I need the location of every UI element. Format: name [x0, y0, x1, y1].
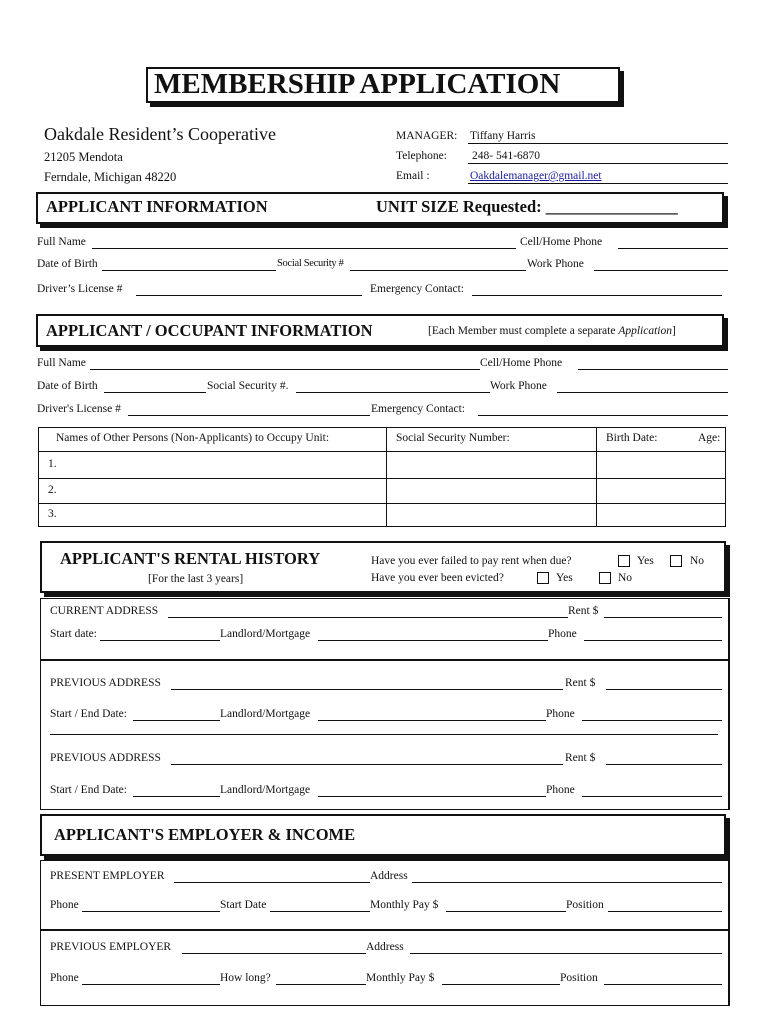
rental-heading: APPLICANT'S RENTAL HISTORY [60, 549, 321, 568]
previous-employer-label: PREVIOUS EMPLOYER [50, 941, 172, 953]
evicted-yes-checkbox[interactable] [537, 572, 549, 584]
work-phone-label: Work Phone [527, 258, 584, 270]
present-address-label: Address [370, 870, 408, 882]
email-link[interactable]: Oakdalemanager@gmail.net [470, 170, 602, 182]
occupant-note-prefix: [Each Member must complete a separate [428, 325, 619, 337]
occ-work-phone-label: Work Phone [490, 380, 547, 392]
current-landlord-field[interactable] [318, 640, 548, 641]
present-phone-label: Phone [50, 899, 79, 911]
ssn-label: Social Security # [277, 258, 344, 269]
occ-emergency-label: Emergency Contact: [371, 403, 465, 415]
previous-rent-field-1[interactable] [606, 689, 722, 690]
occ-cell-phone-label: Cell/Home Phone [480, 357, 563, 369]
current-phone-field[interactable] [584, 640, 722, 641]
previous-emp-phone-label: Phone [50, 972, 79, 984]
q-failed-rent: Have you ever failed to pay rent when due? [371, 555, 572, 567]
table-col-divider-1 [386, 427, 387, 527]
evicted-no-label: No [618, 572, 633, 584]
present-pay-label: Monthly Pay $ [370, 899, 439, 911]
previous-rent-label-1: Rent $ [565, 677, 596, 689]
occ-ssn-field[interactable] [296, 392, 490, 393]
previous-separator-line [50, 734, 718, 735]
manager-label: MANAGER: [396, 130, 458, 142]
occupant-note [428, 325, 676, 337]
org-name: Oakdale Resident’s Cooperative [44, 124, 276, 144]
previous-landlord-field-1[interactable] [318, 720, 546, 721]
dob-label: Date of Birth [37, 258, 98, 270]
previous-address-label-2: PREVIOUS ADDRESS [50, 752, 161, 764]
occ-license-field[interactable] [128, 415, 370, 416]
previous-address-field-2[interactable] [171, 764, 563, 765]
previous-emp-address-label: Address [366, 941, 404, 953]
table-header-birth: Birth Date: [606, 432, 658, 444]
full-name-field[interactable] [92, 248, 516, 249]
emergency-label: Emergency Contact: [370, 283, 464, 295]
license-field[interactable] [136, 295, 362, 296]
evicted-no-checkbox[interactable] [599, 572, 611, 584]
table-header-names: Names of Other Persons (Non-Applicants) to Occupy Unit: [56, 432, 330, 444]
previous-dates-field-1[interactable] [133, 720, 220, 721]
full-name-label: Full Name [37, 236, 86, 248]
q-evicted: Have you ever been evicted? [371, 572, 504, 584]
failed-rent-yes-checkbox[interactable] [618, 555, 630, 567]
org-city: Ferndale, Michigan 48220 [44, 170, 177, 184]
previous-dates-field-2[interactable] [133, 796, 220, 797]
current-address-label: CURRENT ADDRESS [50, 605, 159, 617]
present-pay-field[interactable] [446, 911, 566, 912]
occupant-note-suffix: ] [671, 325, 676, 337]
present-start-label: Start Date [220, 899, 267, 911]
occ-work-phone-field[interactable] [557, 392, 728, 393]
email-line [468, 183, 728, 184]
previous-phone-field-1[interactable] [582, 720, 722, 721]
previous-phone-label-1: Phone [546, 708, 575, 720]
occupant-heading: APPLICANT / OCCUPANT INFORMATION [46, 321, 373, 340]
telephone-line [468, 163, 728, 164]
table-header-age: Age: [698, 432, 721, 444]
occ-full-name-label: Full Name [37, 357, 86, 369]
previous-rent-field-2[interactable] [606, 764, 722, 765]
previous-emp-phone-field[interactable] [82, 984, 220, 985]
occ-ssn-label: Social Security #. [207, 380, 289, 392]
manager-value: Tiffany Harris [470, 130, 536, 142]
present-start-field[interactable] [270, 911, 370, 912]
previous-dates-label-2: Start / End Date: [50, 784, 127, 796]
failed-rent-yes-label: Yes [637, 555, 654, 567]
previous-phone-field-2[interactable] [582, 796, 722, 797]
org-street: 21205 Mendota [44, 150, 123, 164]
table-row-divider-2 [38, 503, 726, 504]
present-address-field[interactable] [412, 882, 722, 883]
previous-address-label-1: PREVIOUS ADDRESS [50, 677, 161, 689]
cell-phone-field[interactable] [618, 248, 728, 249]
emergency-field[interactable] [472, 295, 722, 296]
occ-dob-label: Date of Birth [37, 380, 98, 392]
dob-field[interactable] [102, 270, 276, 271]
present-phone-field[interactable] [82, 911, 220, 912]
current-rent-label: Rent $ [568, 605, 599, 617]
cell-phone-label: Cell/Home Phone [520, 236, 603, 248]
previous-emp-pay-label: Monthly Pay $ [366, 972, 435, 984]
occ-emergency-field[interactable] [478, 415, 728, 416]
previous-address-field-1[interactable] [171, 689, 563, 690]
page-title: MEMBERSHIP APPLICATION [154, 68, 561, 100]
previous-emp-pay-field[interactable] [442, 984, 560, 985]
previous-landlord-field-2[interactable] [318, 796, 546, 797]
ssn-field[interactable] [350, 270, 526, 271]
employer-heading: APPLICANT'S EMPLOYER & INCOME [54, 825, 356, 844]
previous-landlord-label-2: Landlord/Mortgage [220, 784, 311, 796]
table-header-divider [38, 451, 726, 452]
previous-rent-label-2: Rent $ [565, 752, 596, 764]
telephone-value: 248- 541-6870 [472, 150, 541, 162]
present-position-field[interactable] [608, 911, 722, 912]
occ-license-label: Driver's License # [37, 403, 121, 415]
table-col-divider-2 [596, 427, 597, 527]
previous-phone-label-2: Phone [546, 784, 575, 796]
current-landlord-label: Landlord/Mortgage [220, 628, 311, 640]
previous-emp-position-field[interactable] [604, 984, 722, 985]
previous-howlong-field[interactable] [276, 984, 366, 985]
table-row-1[interactable]: 1. [48, 458, 57, 470]
table-header-ssn: Social Security Number: [396, 432, 510, 444]
email-label: Email : [396, 170, 430, 182]
previous-emp-address-field[interactable] [410, 953, 722, 954]
current-start-field[interactable] [100, 640, 220, 641]
work-phone-field[interactable] [594, 270, 728, 271]
previous-employer-field[interactable] [182, 953, 366, 954]
occ-full-name-field[interactable] [90, 369, 480, 370]
table-row-3[interactable]: 3. [48, 508, 57, 520]
occ-cell-phone-field[interactable] [578, 369, 728, 370]
current-phone-label: Phone [548, 628, 577, 640]
table-row-divider-1 [38, 478, 726, 479]
unit-size-requested: UNIT SIZE Requested: ________________ [376, 197, 678, 216]
evicted-yes-label: Yes [556, 572, 573, 584]
applicant-heading: APPLICANT INFORMATION [46, 197, 268, 216]
manager-line [468, 143, 728, 144]
license-label: Driver’s License # [37, 283, 123, 295]
telephone-label: Telephone: [396, 150, 447, 162]
occupant-note-em: Application [618, 325, 672, 337]
current-address-field[interactable] [168, 617, 568, 618]
previous-landlord-label-1: Landlord/Mortgage [220, 708, 311, 720]
failed-rent-no-label: No [690, 555, 705, 567]
previous-dates-label-1: Start / End Date: [50, 708, 127, 720]
current-rent-field[interactable] [604, 617, 722, 618]
previous-howlong-label: How long? [220, 972, 271, 984]
present-employer-label: PRESENT EMPLOYER [50, 870, 165, 882]
failed-rent-no-checkbox[interactable] [670, 555, 682, 567]
table-row-2[interactable]: 2. [48, 484, 57, 496]
present-employer-field[interactable] [174, 882, 370, 883]
rental-subheading: [For the last 3 years] [148, 573, 244, 585]
present-position-label: Position [566, 899, 604, 911]
current-start-label: Start date: [50, 628, 97, 640]
occ-dob-field[interactable] [104, 392, 206, 393]
previous-emp-position-label: Position [560, 972, 598, 984]
